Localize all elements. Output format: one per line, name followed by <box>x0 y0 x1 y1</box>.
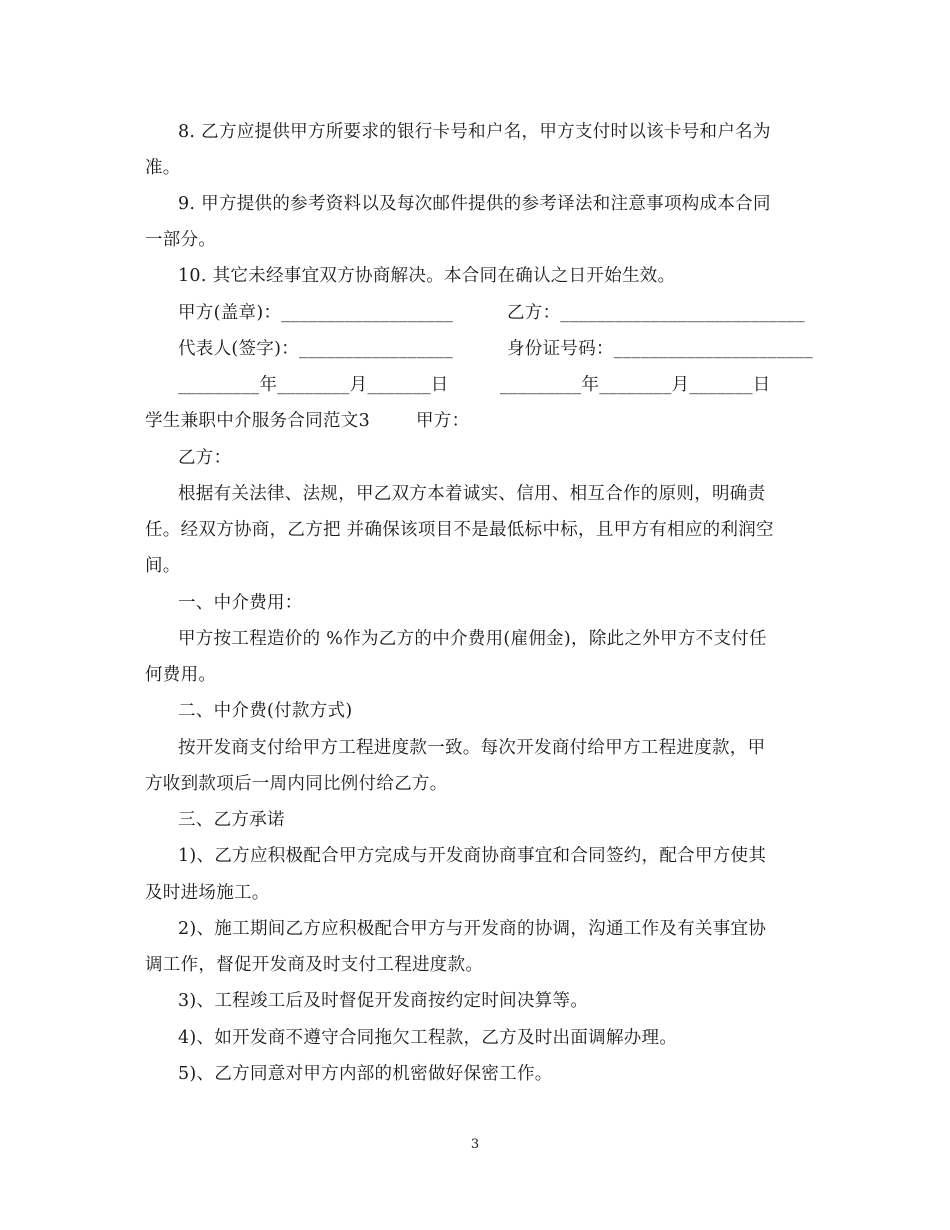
date-field-a: _________年________月_______日 <box>178 375 449 395</box>
commitment-5: 5)、乙方同意对甲方内部的机密做好保密工作。 <box>178 1064 553 1084</box>
item-9-line-2: 一部分。 <box>145 230 217 250</box>
commitment-2-line-2: 调工作，督促开发商及时支付工程进度款。 <box>145 955 484 975</box>
heading-payment-method: 二、中介费(付款方式) <box>178 701 353 721</box>
commitment-3: 3)、工程竣工后及时督促开发商按约定时间决算等。 <box>178 991 589 1011</box>
intro-line-2: 任。经双方协商，乙方把 并确保该项目不是最低标中标，且甲方有相应的利润空 <box>145 520 774 540</box>
item-8-line-1: 8. 乙方应提供甲方所要求的银行卡号和户名，甲方支付时以该卡号和户名为 <box>178 122 771 142</box>
party-b-label: 乙方： <box>178 448 232 468</box>
commitment-1-line-2: 及时进场施工。 <box>145 883 270 903</box>
heading-agency-fee: 一、中介费用： <box>178 593 303 613</box>
party-b-field: 乙方：___________________________ <box>507 303 805 323</box>
heading-party-b-commitments: 三、乙方承诺 <box>178 810 285 830</box>
item-9-line-1: 9. 甲方提供的参考资料以及每次邮件提供的参考译法和注意事项构成本合同 <box>178 194 771 214</box>
fee-line-1: 甲方按工程造价的 %作为乙方的中介费用(雇佣金)，除此之外甲方不支付任 <box>178 629 767 649</box>
payment-line-2: 方收到款项后一周内同比例付给乙方。 <box>145 774 448 794</box>
page-number: 3 <box>470 1137 480 1152</box>
intro-line-1: 根据有关法律、法规，甲乙双方本着诚实、信用、相互合作的原则，明确责 <box>178 484 766 504</box>
item-10: 10. 其它未经事宜双方协商解决。本合同在确认之日开始生效。 <box>178 266 676 286</box>
id-number-field: 身份证号码：______________________ <box>507 339 813 359</box>
intro-line-3: 间。 <box>145 556 181 576</box>
commitment-4: 4)、如开发商不遵守合同拖欠工程款，乙方及时出面调解办理。 <box>178 1028 678 1048</box>
party-a-label: 甲方： <box>416 411 470 431</box>
item-8-line-2: 准。 <box>145 158 181 178</box>
commitment-2-line-1: 2)、施工期间乙方应积极配合甲方与开发商的协调，沟通工作及有关事宜协 <box>178 919 767 939</box>
date-field-b: _________年________月_______日 <box>500 375 771 395</box>
fee-line-2: 何费用。 <box>145 665 217 685</box>
payment-line-1: 按开发商支付给甲方工程进度款一致。每次开发商付给甲方工程进度款，甲 <box>178 738 766 758</box>
contract-title: 学生兼职中介服务合同范文3 <box>145 411 371 431</box>
representative-signature-field: 代表人(签字)：_________________ <box>178 339 453 359</box>
party-a-seal-field: 甲方(盖章)：___________________ <box>178 303 454 323</box>
commitment-1-line-1: 1)、乙方应积极配合甲方完成与开发商协商事宜和合同签约，配合甲方使其 <box>178 846 767 866</box>
